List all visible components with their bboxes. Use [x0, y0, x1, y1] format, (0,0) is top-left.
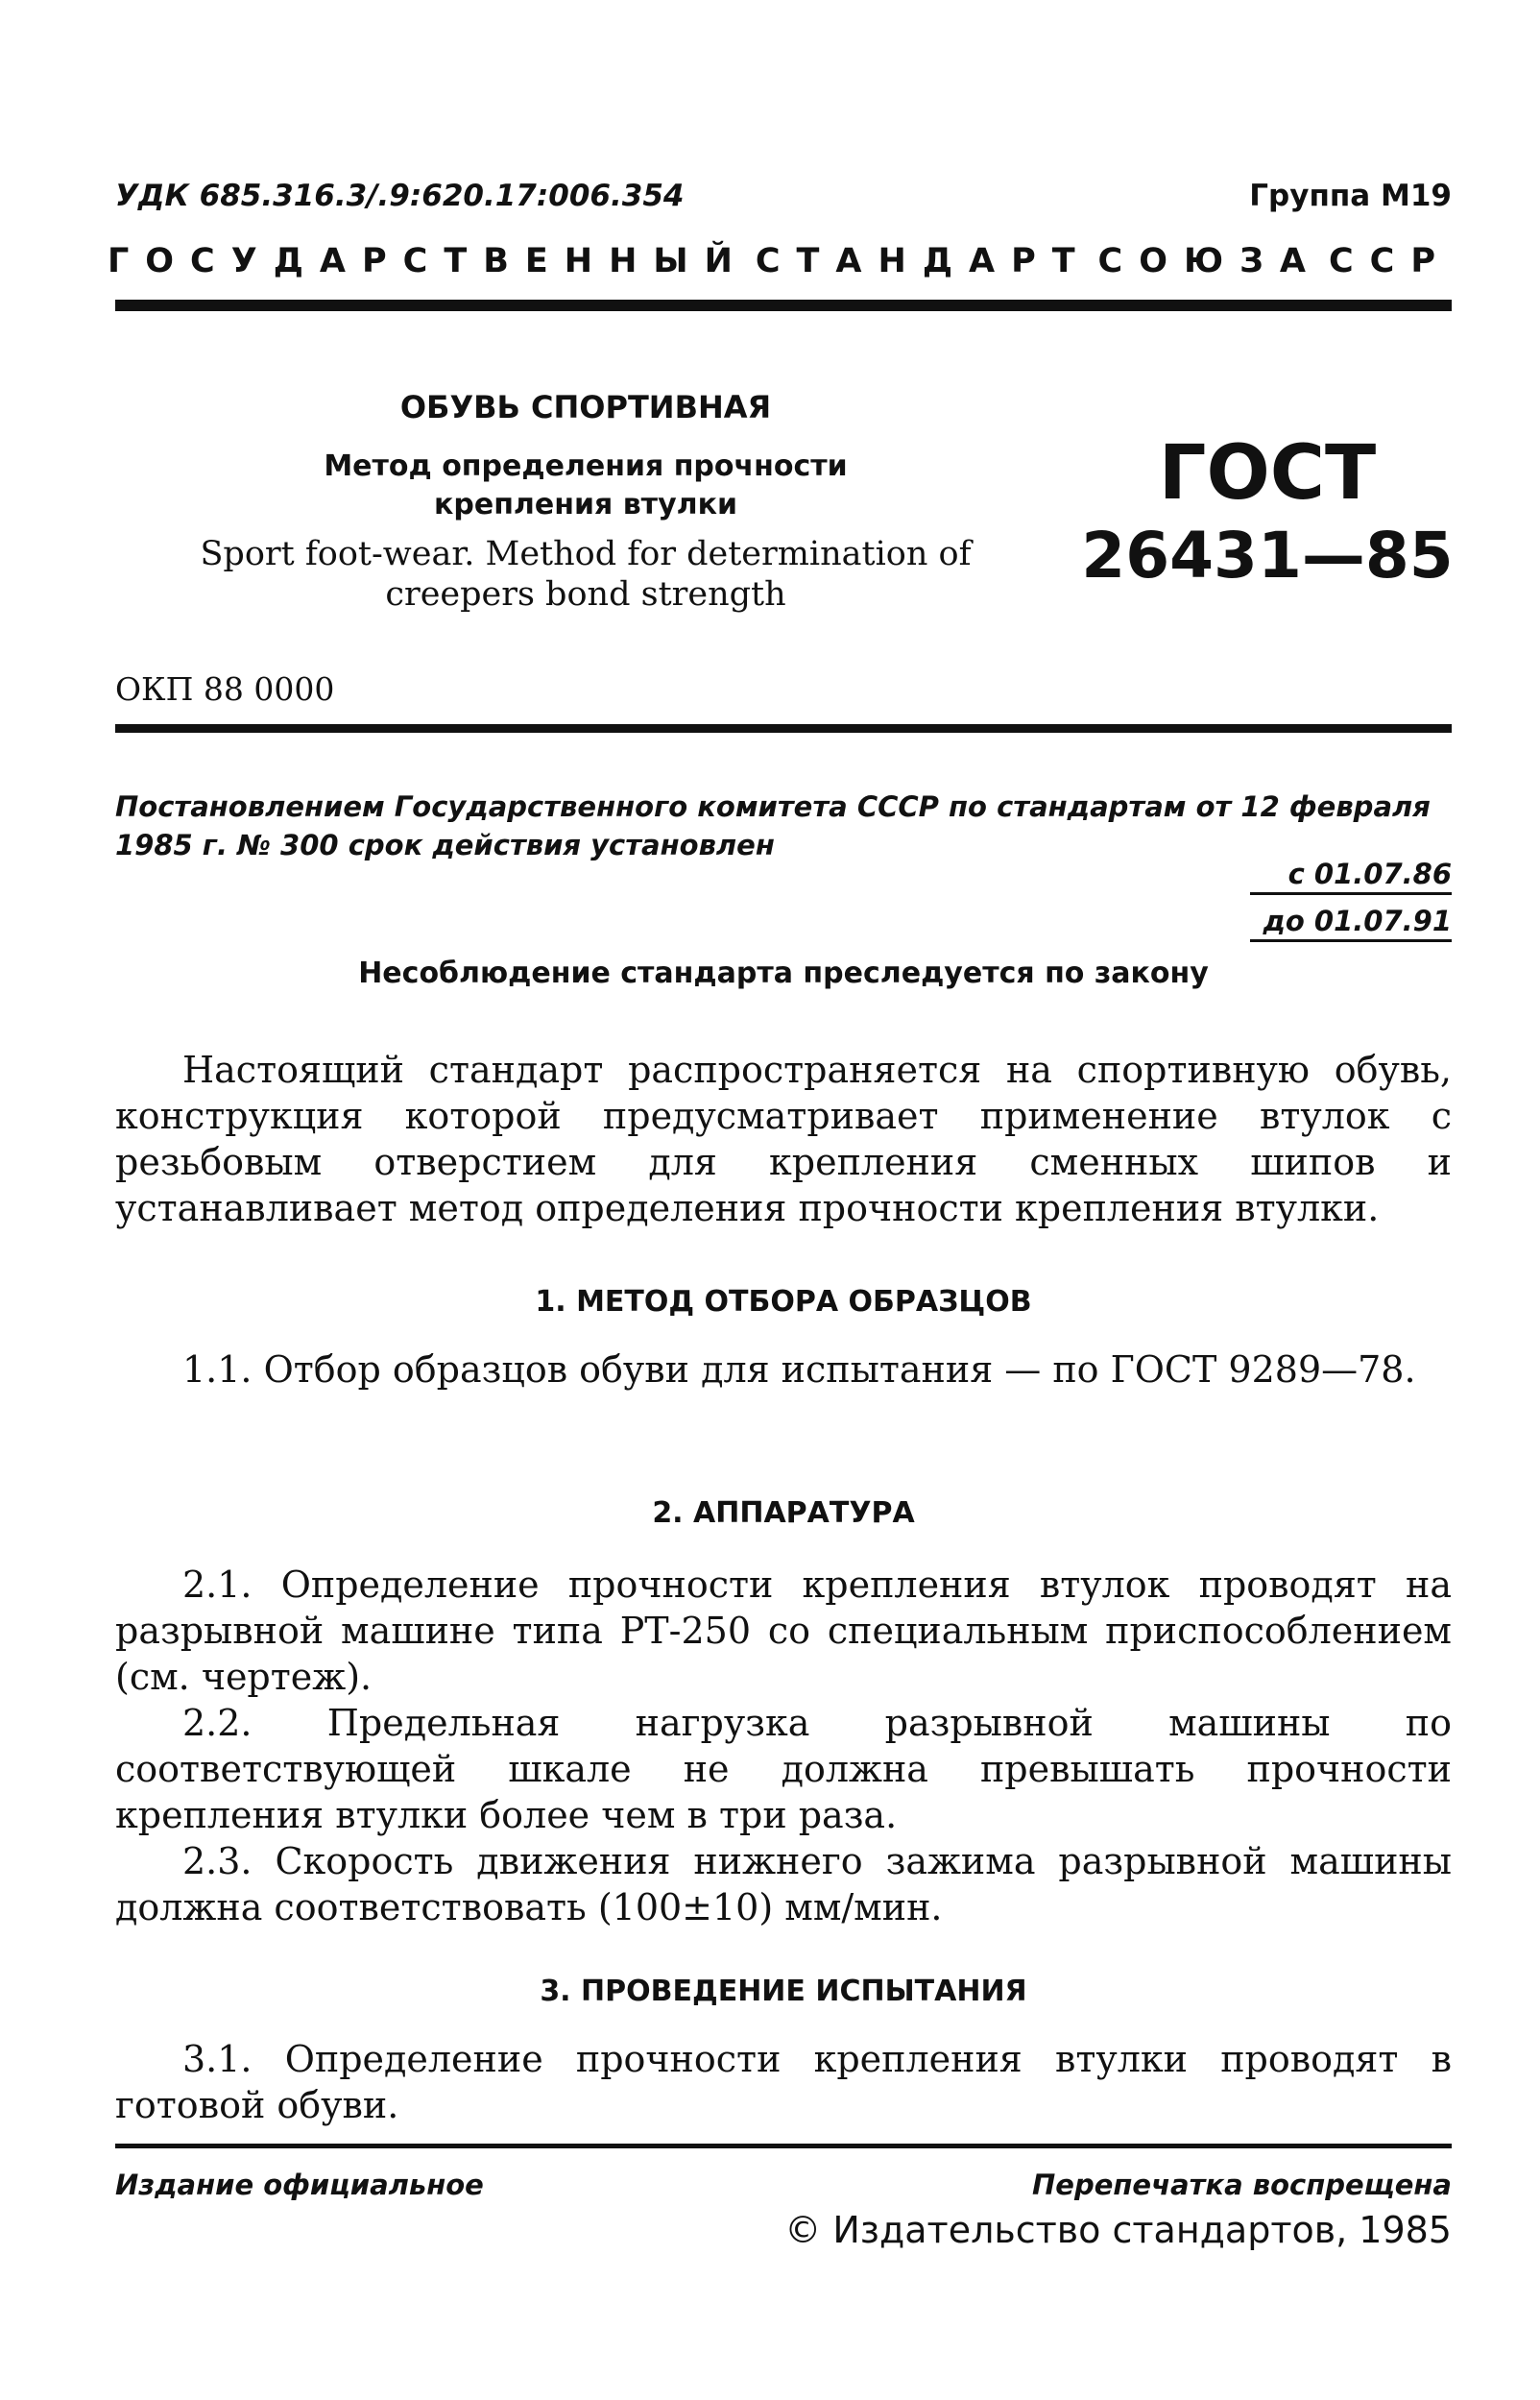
reprint-prohibited: Перепечатка воспрещена [1032, 2169, 1452, 2201]
paragraph-2-2 [115, 1700, 1452, 1838]
okp-code: ОКП 88 0000 [115, 670, 335, 708]
section-3-heading: 3. ПРОВЕДЕНИЕ ИСПЫТАНИЯ [540, 1975, 1027, 2008]
footer-rule [115, 2144, 1452, 2148]
paragraph-2-3 [115, 1838, 1452, 1930]
decree-text: Постановлением Государственного комитета СССР по стандартам от 12 февраля 1985 г. № 300 срок действия установлен [115, 790, 1431, 861]
banner-word-state: ГОСУДАРСТВЕННЫЙ [108, 242, 749, 280]
official-edition: Издание официальное [115, 2169, 484, 2201]
english-title-line-2: creepers bond strength [385, 575, 786, 614]
gost-label: ГОСТ [1158, 430, 1377, 517]
paragraph-2-1 [115, 1562, 1452, 1700]
paragraph-3-1-text: 3.1. Определение прочности крепления втулки проводят в готовой обуви. [115, 2038, 1452, 2126]
document-title: ОБУВЬ СПОРТИВНАЯ [399, 389, 772, 425]
standard-banner [108, 242, 1452, 280]
paragraph-2-2-text: 2.2. Предельная нагрузка разрывной машины по соответствующей шкале не должна превышать прочности крепления втулки более чем в три раза. [115, 1702, 1452, 1836]
banner-word-union: СОЮЗА [1097, 242, 1323, 280]
subtitle-line-1: Метод определения прочности [324, 449, 848, 483]
banner-word-ussr: ССР [1328, 242, 1452, 280]
paragraph-3-1 [115, 2036, 1452, 2128]
intro-text: Настоящий стандарт распространяется на спортивную обувь, конструкция которой предусматривает применение втулок с резьбовым отверстием для крепления сменных шипов и устанавливает метод определения прочности крепления втулки. [115, 1049, 1452, 1229]
banner-word-standard: СТАНДАРТ [755, 242, 1092, 280]
paragraph-2-3-text: 2.3. Скорость движения нижнего зажима разрывной машины должна соответствовать (100±10) мм/мин. [115, 1840, 1452, 1928]
copyright-notice: © Издательство стандартов, 1985 [784, 2209, 1452, 2251]
gost-number: 26431—85 [1081, 519, 1454, 593]
english-title-line-1: Sport foot-wear. Method for determination of [200, 535, 972, 573]
subtitle-line-2: крепления втулки [434, 488, 737, 521]
valid-to: до 01.07.91 [1250, 905, 1452, 942]
paragraph-1-1 [115, 1346, 1452, 1393]
law-notice: Несоблюдение стандарта преследуется по закону [358, 957, 1209, 990]
header-rule [115, 300, 1452, 311]
paragraph-1-1-text: 1.1. Отбор образцов обуви для испытания — по ГОСТ 9289—78. [182, 1348, 1416, 1391]
document-subtitle [288, 448, 883, 524]
validity-dates [1250, 858, 1452, 952]
title-rule [115, 724, 1452, 733]
section-1-heading: 1. МЕТОД ОТБОРА ОБРАЗЦОВ [535, 1285, 1032, 1319]
section-2-heading: 2. АППАРАТУРА [652, 1496, 915, 1530]
intro-paragraph [115, 1047, 1452, 1231]
group-code: Группа М19 [1249, 179, 1452, 213]
udk-code: УДК 685.316.3/.9:620.17:006.354 [115, 179, 685, 213]
valid-from: с 01.07.86 [1250, 858, 1452, 895]
english-title [192, 534, 979, 615]
paragraph-2-1-text: 2.1. Определение прочности крепления втулок проводят на разрывной машине типа РТ-250 со специальным приспособлением (см. чертеж). [115, 1564, 1452, 1698]
